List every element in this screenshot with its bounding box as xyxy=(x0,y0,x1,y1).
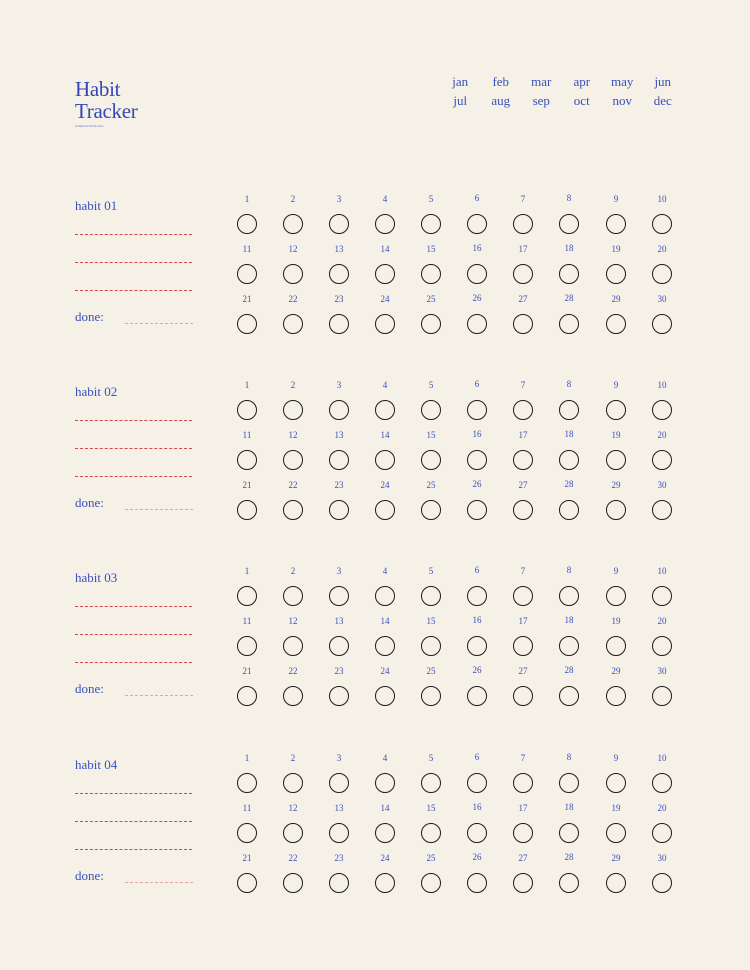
day-number: 6 xyxy=(474,379,480,389)
day-checkbox-1[interactable] xyxy=(237,773,257,793)
day-number: 11 xyxy=(242,244,252,254)
credit-text: minimum Printables xyxy=(75,124,104,128)
day-checkbox-8[interactable] xyxy=(559,586,579,606)
day-checkbox-24[interactable] xyxy=(375,873,395,893)
day-number: 17 xyxy=(518,244,528,254)
day-checkbox-16[interactable] xyxy=(467,823,487,843)
day-number: 9 xyxy=(613,753,619,763)
habit-note-line-1[interactable] xyxy=(75,606,192,607)
day-checkbox-17[interactable] xyxy=(513,450,533,470)
day-number: 10 xyxy=(657,194,667,204)
day-number: 1 xyxy=(244,194,250,204)
day-number: 6 xyxy=(474,565,480,575)
day-checkbox-21[interactable] xyxy=(237,873,257,893)
day-checkbox-17[interactable] xyxy=(513,264,533,284)
day-number: 2 xyxy=(290,380,296,390)
habit-section-4 xyxy=(0,752,750,917)
day-number: 17 xyxy=(518,616,528,626)
day-checkbox-9[interactable] xyxy=(606,773,626,793)
day-checkbox-5[interactable] xyxy=(421,586,441,606)
day-number: 27 xyxy=(518,294,528,304)
day-checkbox-8[interactable] xyxy=(559,214,579,234)
habit-label: habit 04 xyxy=(75,757,118,772)
day-checkbox-1[interactable] xyxy=(237,400,257,420)
day-number: 5 xyxy=(428,566,434,576)
day-checkbox-15[interactable] xyxy=(421,823,441,843)
day-number: 21 xyxy=(242,853,252,863)
month-selector xyxy=(440,74,683,109)
day-number: 2 xyxy=(290,753,296,763)
day-number: 26 xyxy=(472,293,482,303)
day-checkbox-3[interactable] xyxy=(329,773,349,793)
day-number: 12 xyxy=(288,430,298,440)
done-label: done: xyxy=(75,681,104,696)
done-input-line[interactable] xyxy=(125,509,193,510)
day-number: 1 xyxy=(244,753,250,763)
day-number: 30 xyxy=(657,294,667,304)
day-checkbox-25[interactable] xyxy=(421,873,441,893)
day-number: 17 xyxy=(518,430,528,440)
month-6[interactable]: jul xyxy=(453,93,468,108)
month-11[interactable]: dec xyxy=(653,93,672,108)
day-number: 7 xyxy=(520,566,526,576)
habit-note-line-1[interactable] xyxy=(75,793,192,794)
done-input-line[interactable] xyxy=(125,323,193,324)
day-number: 14 xyxy=(380,244,390,254)
day-number: 6 xyxy=(474,193,480,203)
done-label: done: xyxy=(75,495,104,510)
day-checkbox-22[interactable] xyxy=(283,686,303,706)
day-checkbox-13[interactable] xyxy=(329,636,349,656)
day-number: 26 xyxy=(472,479,482,489)
day-number: 16 xyxy=(472,429,482,439)
day-checkbox-2[interactable] xyxy=(283,586,303,606)
day-checkbox-28[interactable] xyxy=(559,500,579,520)
day-number: 29 xyxy=(611,853,621,863)
done-input-line[interactable] xyxy=(125,695,193,696)
day-number: 26 xyxy=(472,852,482,862)
day-number: 5 xyxy=(428,380,434,390)
day-number: 21 xyxy=(242,294,252,304)
day-checkbox-25[interactable] xyxy=(421,500,441,520)
day-number: 23 xyxy=(334,853,344,863)
day-number: 27 xyxy=(518,666,528,676)
habit-label: habit 01 xyxy=(75,198,118,213)
day-number: 3 xyxy=(336,753,342,763)
day-number: 30 xyxy=(657,480,667,490)
day-checkbox-27[interactable] xyxy=(513,500,533,520)
day-checkbox-7[interactable] xyxy=(513,214,533,234)
day-checkbox-26[interactable] xyxy=(467,686,487,706)
day-checkbox-3[interactable] xyxy=(329,586,349,606)
day-number: 14 xyxy=(380,430,390,440)
habit-note-line-3[interactable] xyxy=(75,662,192,663)
day-checkbox-16[interactable] xyxy=(467,636,487,656)
habit-section-2 xyxy=(0,379,750,544)
day-checkbox-20[interactable] xyxy=(652,823,672,843)
day-number: 29 xyxy=(611,294,621,304)
day-number: 27 xyxy=(518,480,528,490)
day-number: 8 xyxy=(566,193,572,203)
day-number: 11 xyxy=(242,430,252,440)
day-checkbox-21[interactable] xyxy=(237,314,257,334)
day-number: 3 xyxy=(336,380,342,390)
day-checkbox-9[interactable] xyxy=(606,586,626,606)
day-checkbox-6[interactable] xyxy=(467,400,487,420)
day-checkbox-22[interactable] xyxy=(283,314,303,334)
day-number: 4 xyxy=(382,380,388,390)
day-number: 7 xyxy=(520,380,526,390)
day-checkbox-20[interactable] xyxy=(652,264,672,284)
day-number: 16 xyxy=(472,243,482,253)
day-number: 10 xyxy=(657,380,667,390)
day-number: 19 xyxy=(611,616,621,626)
day-checkbox-20[interactable] xyxy=(652,636,672,656)
habit-note-line-3[interactable] xyxy=(75,476,192,477)
day-checkbox-11[interactable] xyxy=(237,636,257,656)
day-checkbox-12[interactable] xyxy=(283,264,303,284)
day-checkbox-24[interactable] xyxy=(375,314,395,334)
done-input-line[interactable] xyxy=(125,882,193,883)
day-checkbox-10[interactable] xyxy=(652,773,672,793)
day-number: 15 xyxy=(426,244,436,254)
day-number: 25 xyxy=(426,480,436,490)
habit-label: habit 03 xyxy=(75,570,118,585)
day-checkbox-13[interactable] xyxy=(329,823,349,843)
day-checkbox-5[interactable] xyxy=(421,214,441,234)
day-number: 20 xyxy=(657,244,667,254)
day-checkbox-17[interactable] xyxy=(513,823,533,843)
day-checkbox-18[interactable] xyxy=(559,636,579,656)
day-checkbox-12[interactable] xyxy=(283,823,303,843)
day-checkbox-9[interactable] xyxy=(606,400,626,420)
day-number: 4 xyxy=(382,753,388,763)
day-number: 19 xyxy=(611,430,621,440)
habit-section-1 xyxy=(0,193,750,358)
day-checkbox-24[interactable] xyxy=(375,686,395,706)
day-number: 9 xyxy=(613,380,619,390)
day-number: 12 xyxy=(288,803,298,813)
day-checkbox-29[interactable] xyxy=(606,686,626,706)
day-checkbox-26[interactable] xyxy=(467,873,487,893)
habit-section-3 xyxy=(0,565,750,730)
day-checkbox-27[interactable] xyxy=(513,314,533,334)
day-checkbox-13[interactable] xyxy=(329,264,349,284)
day-checkbox-21[interactable] xyxy=(237,500,257,520)
day-number: 28 xyxy=(564,852,574,862)
day-number: 12 xyxy=(288,244,298,254)
day-checkbox-7[interactable] xyxy=(513,400,533,420)
day-number: 13 xyxy=(334,616,344,626)
day-number: 9 xyxy=(613,566,619,576)
day-number: 23 xyxy=(334,480,344,490)
day-checkbox-4[interactable] xyxy=(375,214,395,234)
day-checkbox-23[interactable] xyxy=(329,314,349,334)
day-checkbox-20[interactable] xyxy=(652,450,672,470)
habit-note-line-3[interactable] xyxy=(75,290,192,291)
title-line-2: Tracker xyxy=(75,99,138,123)
page-title xyxy=(75,78,137,122)
day-number: 8 xyxy=(566,379,572,389)
day-number: 28 xyxy=(564,293,574,303)
day-number: 28 xyxy=(564,479,574,489)
day-checkbox-11[interactable] xyxy=(237,264,257,284)
day-checkbox-14[interactable] xyxy=(375,823,395,843)
month-2[interactable]: mar xyxy=(531,74,552,89)
day-number: 16 xyxy=(472,802,482,812)
day-checkbox-2[interactable] xyxy=(283,400,303,420)
day-checkbox-15[interactable] xyxy=(421,264,441,284)
day-number: 15 xyxy=(426,616,436,626)
day-checkbox-24[interactable] xyxy=(375,500,395,520)
day-number: 13 xyxy=(334,244,344,254)
day-number: 26 xyxy=(472,665,482,675)
day-checkbox-10[interactable] xyxy=(652,214,672,234)
day-number: 11 xyxy=(242,803,252,813)
day-checkbox-4[interactable] xyxy=(375,586,395,606)
month-3[interactable]: apr xyxy=(573,74,591,89)
day-number: 14 xyxy=(380,616,390,626)
day-checkbox-11[interactable] xyxy=(237,823,257,843)
day-number: 24 xyxy=(380,480,390,490)
month-4[interactable]: may xyxy=(611,74,634,89)
day-number: 18 xyxy=(564,615,574,625)
day-checkbox-19[interactable] xyxy=(606,264,626,284)
day-number: 1 xyxy=(244,566,250,576)
day-checkbox-14[interactable] xyxy=(375,450,395,470)
month-5[interactable]: jun xyxy=(654,74,672,89)
day-number: 17 xyxy=(518,803,528,813)
day-checkbox-16[interactable] xyxy=(467,450,487,470)
day-checkbox-15[interactable] xyxy=(421,450,441,470)
day-checkbox-27[interactable] xyxy=(513,873,533,893)
day-checkbox-22[interactable] xyxy=(283,873,303,893)
day-number: 2 xyxy=(290,194,296,204)
day-number: 21 xyxy=(242,666,252,676)
day-number: 10 xyxy=(657,753,667,763)
day-number: 16 xyxy=(472,615,482,625)
day-number: 25 xyxy=(426,853,436,863)
day-checkbox-29[interactable] xyxy=(606,500,626,520)
day-checkbox-2[interactable] xyxy=(283,773,303,793)
done-label: done: xyxy=(75,868,104,883)
day-checkbox-25[interactable] xyxy=(421,314,441,334)
day-number: 3 xyxy=(336,566,342,576)
habit-label: habit 02 xyxy=(75,384,118,399)
day-number: 15 xyxy=(426,430,436,440)
day-checkbox-23[interactable] xyxy=(329,686,349,706)
day-checkbox-1[interactable] xyxy=(237,214,257,234)
day-number: 18 xyxy=(564,243,574,253)
day-checkbox-23[interactable] xyxy=(329,873,349,893)
day-checkbox-13[interactable] xyxy=(329,450,349,470)
day-number: 7 xyxy=(520,753,526,763)
habit-note-line-1[interactable] xyxy=(75,234,192,235)
day-checkbox-4[interactable] xyxy=(375,773,395,793)
day-checkbox-15[interactable] xyxy=(421,636,441,656)
day-number: 20 xyxy=(657,803,667,813)
day-number: 29 xyxy=(611,480,621,490)
day-checkbox-30[interactable] xyxy=(652,873,672,893)
day-number: 4 xyxy=(382,194,388,204)
day-number: 1 xyxy=(244,380,250,390)
day-number: 22 xyxy=(288,853,298,863)
day-checkbox-3[interactable] xyxy=(329,400,349,420)
day-checkbox-22[interactable] xyxy=(283,500,303,520)
day-checkbox-9[interactable] xyxy=(606,214,626,234)
day-checkbox-28[interactable] xyxy=(559,314,579,334)
day-number: 13 xyxy=(334,803,344,813)
habit-note-line-2[interactable] xyxy=(75,634,192,635)
day-checkbox-6[interactable] xyxy=(467,214,487,234)
day-number: 25 xyxy=(426,294,436,304)
day-checkbox-30[interactable] xyxy=(652,500,672,520)
day-number: 18 xyxy=(564,802,574,812)
day-checkbox-27[interactable] xyxy=(513,686,533,706)
month-10[interactable]: nov xyxy=(612,93,632,108)
day-number: 25 xyxy=(426,666,436,676)
day-checkbox-12[interactable] xyxy=(283,636,303,656)
day-number: 11 xyxy=(242,616,252,626)
day-number: 10 xyxy=(657,566,667,576)
month-9[interactable]: oct xyxy=(573,93,590,108)
habit-note-line-2[interactable] xyxy=(75,262,192,263)
day-checkbox-17[interactable] xyxy=(513,636,533,656)
month-0[interactable]: jan xyxy=(452,74,469,89)
day-checkbox-21[interactable] xyxy=(237,686,257,706)
day-checkbox-4[interactable] xyxy=(375,400,395,420)
day-number: 24 xyxy=(380,294,390,304)
day-checkbox-14[interactable] xyxy=(375,636,395,656)
day-checkbox-11[interactable] xyxy=(237,450,257,470)
day-checkbox-18[interactable] xyxy=(559,450,579,470)
day-checkbox-30[interactable] xyxy=(652,314,672,334)
day-number: 20 xyxy=(657,430,667,440)
day-number: 15 xyxy=(426,803,436,813)
day-checkbox-25[interactable] xyxy=(421,686,441,706)
day-checkbox-18[interactable] xyxy=(559,823,579,843)
day-number: 30 xyxy=(657,666,667,676)
day-checkbox-5[interactable] xyxy=(421,773,441,793)
day-number: 5 xyxy=(428,753,434,763)
day-checkbox-1[interactable] xyxy=(237,586,257,606)
day-checkbox-6[interactable] xyxy=(467,773,487,793)
day-number: 22 xyxy=(288,480,298,490)
day-number: 21 xyxy=(242,480,252,490)
day-checkbox-7[interactable] xyxy=(513,586,533,606)
day-checkbox-14[interactable] xyxy=(375,264,395,284)
day-checkbox-5[interactable] xyxy=(421,400,441,420)
day-checkbox-12[interactable] xyxy=(283,450,303,470)
day-number: 22 xyxy=(288,666,298,676)
day-checkbox-29[interactable] xyxy=(606,873,626,893)
day-checkbox-26[interactable] xyxy=(467,314,487,334)
day-number: 24 xyxy=(380,853,390,863)
day-number: 28 xyxy=(564,665,574,675)
habit-note-line-1[interactable] xyxy=(75,420,192,421)
day-checkbox-16[interactable] xyxy=(467,264,487,284)
day-checkbox-3[interactable] xyxy=(329,214,349,234)
day-number: 12 xyxy=(288,616,298,626)
habit-note-line-3[interactable] xyxy=(75,849,192,850)
done-label: done: xyxy=(75,309,104,324)
month-1[interactable]: feb xyxy=(492,74,510,89)
day-number: 24 xyxy=(380,666,390,676)
month-8[interactable]: sep xyxy=(532,93,550,108)
day-number: 29 xyxy=(611,666,621,676)
day-number: 23 xyxy=(334,666,344,676)
day-number: 27 xyxy=(518,853,528,863)
day-number: 20 xyxy=(657,616,667,626)
day-checkbox-10[interactable] xyxy=(652,400,672,420)
day-checkbox-30[interactable] xyxy=(652,686,672,706)
day-checkbox-6[interactable] xyxy=(467,586,487,606)
day-number: 6 xyxy=(474,752,480,762)
day-checkbox-19[interactable] xyxy=(606,823,626,843)
day-checkbox-10[interactable] xyxy=(652,586,672,606)
day-number: 5 xyxy=(428,194,434,204)
day-checkbox-19[interactable] xyxy=(606,636,626,656)
month-7[interactable]: aug xyxy=(491,93,511,108)
day-checkbox-28[interactable] xyxy=(559,873,579,893)
day-number: 23 xyxy=(334,294,344,304)
day-number: 4 xyxy=(382,566,388,576)
day-number: 7 xyxy=(520,194,526,204)
title-line-1: Habit xyxy=(75,77,121,101)
day-number: 2 xyxy=(290,566,296,576)
day-checkbox-19[interactable] xyxy=(606,450,626,470)
day-number: 13 xyxy=(334,430,344,440)
day-checkbox-18[interactable] xyxy=(559,264,579,284)
day-checkbox-23[interactable] xyxy=(329,500,349,520)
day-number: 18 xyxy=(564,429,574,439)
day-checkbox-26[interactable] xyxy=(467,500,487,520)
day-checkbox-29[interactable] xyxy=(606,314,626,334)
day-checkbox-7[interactable] xyxy=(513,773,533,793)
day-number: 22 xyxy=(288,294,298,304)
day-number: 8 xyxy=(566,565,572,575)
day-checkbox-28[interactable] xyxy=(559,686,579,706)
day-number: 14 xyxy=(380,803,390,813)
day-number: 30 xyxy=(657,853,667,863)
day-number: 8 xyxy=(566,752,572,762)
day-checkbox-8[interactable] xyxy=(559,773,579,793)
day-checkbox-2[interactable] xyxy=(283,214,303,234)
day-checkbox-8[interactable] xyxy=(559,400,579,420)
habit-note-line-2[interactable] xyxy=(75,448,192,449)
day-number: 19 xyxy=(611,244,621,254)
day-number: 19 xyxy=(611,803,621,813)
habit-note-line-2[interactable] xyxy=(75,821,192,822)
day-number: 3 xyxy=(336,194,342,204)
day-number: 9 xyxy=(613,194,619,204)
